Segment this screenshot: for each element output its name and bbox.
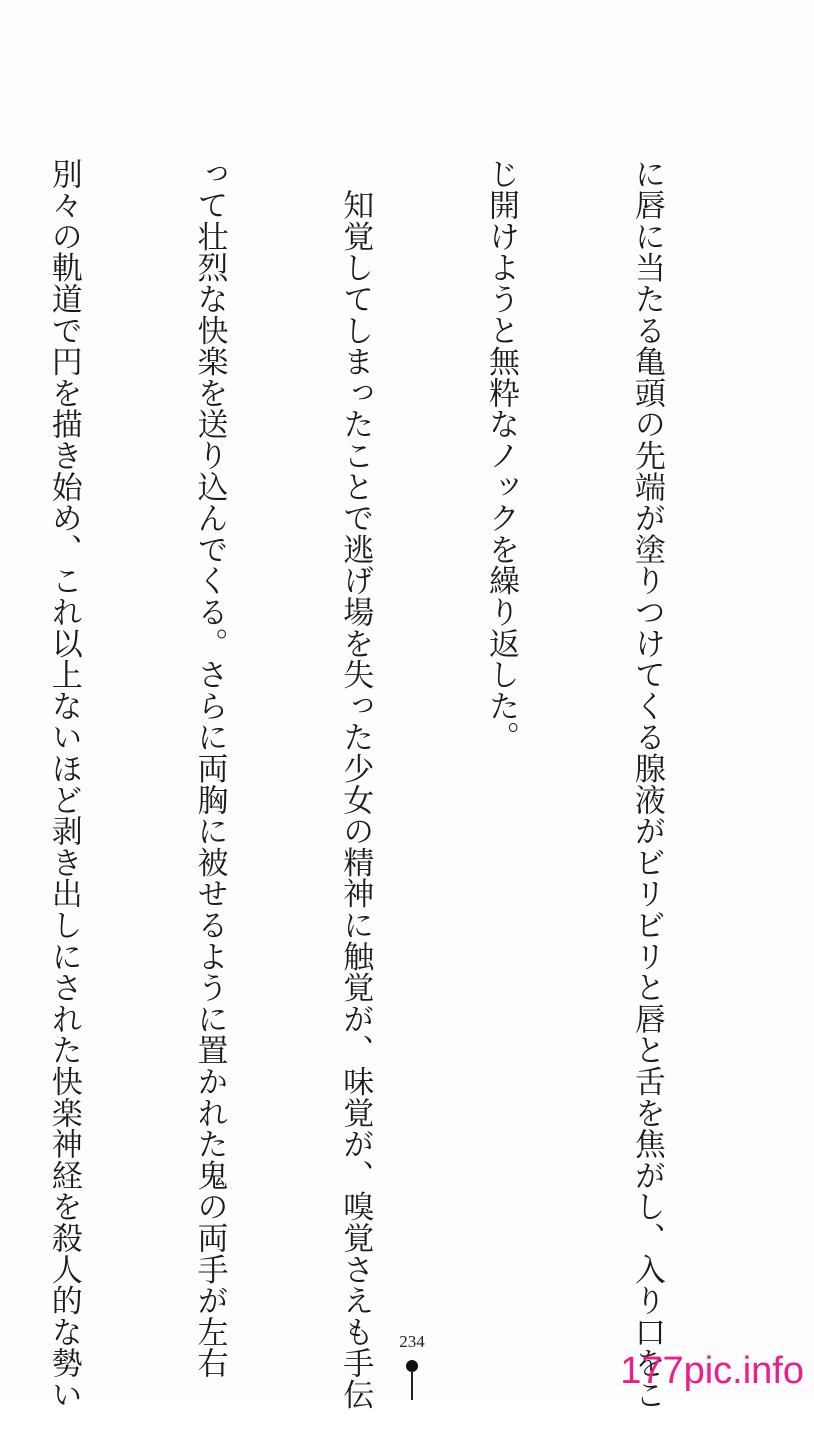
text-line: 知覚してしまったことで逃げ場を失った少女の精神に触覚が、味覚が、嗅覚さえも手伝 <box>337 158 374 1410</box>
page-marker-line <box>411 1370 413 1400</box>
text-line: 別々の軌道で円を描き始め、これ以上ないほど剥き出しにされた快楽神経を殺人的な勢い <box>45 158 82 1410</box>
text-line: じ開けようと無粋なノックを繰り返した。 <box>483 158 520 753</box>
watermark: 177pic.info <box>620 1350 804 1392</box>
page-number: 234 <box>399 1332 425 1351</box>
text-line: に唇に当たる亀頭の先端が塗りつけてくる腺液がビリビリと唇と舌を焦がし、入り口をこ <box>628 158 665 1410</box>
text-line: って壮烈な快楽を送り込んでくる。さらに両胸に被せるように置かれた鬼の両手が左右 <box>191 158 228 1379</box>
